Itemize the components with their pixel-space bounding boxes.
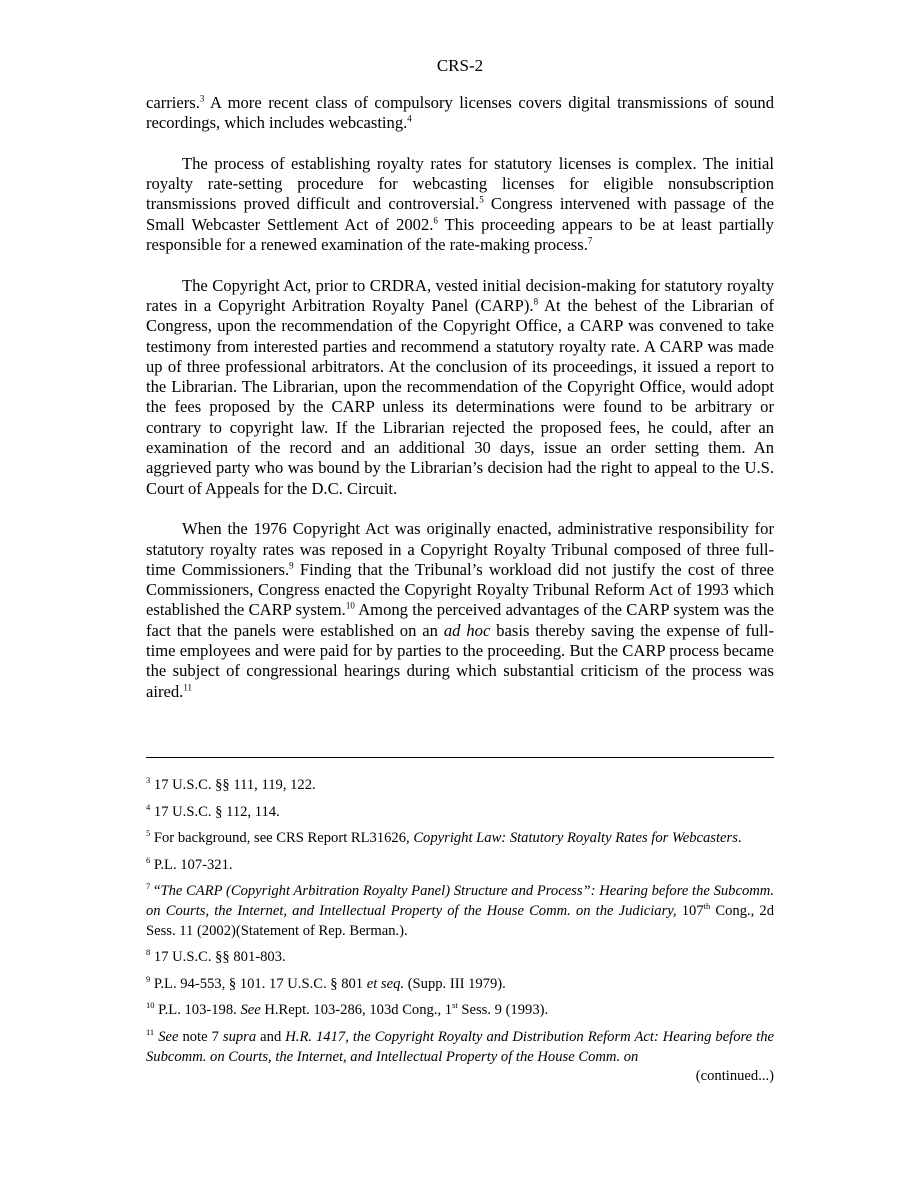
footnote-text: “ [150, 883, 161, 900]
footnote-text: P.L. 107-321. [150, 856, 233, 873]
footnote-ref[interactable]: 10 [345, 600, 355, 611]
text-run: The process of establishing royalty rates for statutory licenses is complex. The initial royalty rate-setting procedure for webcasting licenses for eligible nonsubscription transmissions proved difficult and controversial. [146, 153, 774, 214]
footnote-text: Cong., 2d Sess. 11 (2002)(Statement of Rep. Berman.). [146, 902, 775, 939]
body-text [146, 93, 774, 722]
continued-marker: (continued...) [695, 1068, 774, 1085]
footnote-5 [146, 829, 774, 849]
footnote-text: For background, see CRS Report RL31626, [150, 830, 414, 847]
footnote-text: H.Rept. 103-286, 103d Cong., 1 [260, 1002, 453, 1019]
footnote-ref[interactable]: 5 [479, 194, 484, 205]
ordinal-suffix: th [703, 901, 711, 912]
italic-term: ad hoc [443, 620, 491, 640]
page-header: CRS-2 [436, 56, 484, 75]
footnote-ref[interactable]: 11 [183, 682, 192, 693]
footnote-number: 8 [146, 947, 151, 958]
footnote-ref[interactable]: 3 [199, 93, 205, 104]
footnotes [146, 776, 774, 1087]
footnote-4 [146, 803, 774, 823]
footnote-text: P.L. 94-553, § 101. 17 U.S.C. § 801 [150, 975, 367, 992]
footnote-ref[interactable]: 6 [433, 215, 438, 226]
footnote-text: Sess. 9 (1993). [457, 1002, 549, 1019]
footnote-3 [146, 776, 774, 796]
footnote-text: and [256, 1028, 286, 1045]
text-run: At the behest of the Librarian of Congress, upon the recommendation of the Copyright Office, a CARP was convened to take testimony from interested parties and recommend a statutory royalty rate. A CARP was made up of three professional arbitrators. At the conclusion of its proceedings, it issued a report to the Librarian. The Librarian, upon the recommendation of the Copyright Office, would adopt the fees proposed by the CARP unless its determinations were found to be arbitrary or contrary to copyright law. If the Librarian rejected the proposed fees, he could, after an examination of the record and an additional 30 days, issue an order setting them. An aggrieved party who was bound by the Librarian’s decision had the right to appeal to the U.S. Court of Appeals for the D.C. Circuit. [146, 295, 774, 498]
footnote-7 [146, 882, 774, 941]
footnote-number: 4 [146, 801, 151, 812]
footnote-10 [146, 1001, 774, 1021]
footnote-text: . [737, 830, 742, 847]
paragraph-1 [146, 93, 774, 134]
footnote-number: 9 [146, 973, 151, 984]
footnote-italic: et seq. [366, 975, 405, 992]
footnote-9 [146, 975, 774, 995]
footnote-ref[interactable]: 7 [587, 235, 593, 246]
footnote-6 [146, 856, 774, 876]
text-run: Among the perceived advantages of the CARP system was the fact that the panels were established on an [146, 600, 774, 640]
footnote-separator [146, 757, 774, 758]
footnote-italic: The CARP (Copyright Arbitration Royalty Panel) Structure and Process”: Hearing before the Subcomm. on Courts, the Internet, and Intellectual Property of the House Comm. on the Judiciary, [146, 883, 774, 919]
footnote-text: 17 U.S.C. § 112, 114. [150, 803, 280, 820]
footnote-ref[interactable]: 4 [407, 113, 412, 124]
paragraph-4 [146, 519, 774, 702]
footnote-italic: H.R. 1417, the Copyright Royalty and Distribution Reform Act: Hearing before the Subcomm. on Courts, the Internet, and Intellectual Property of the House Comm. on [146, 1028, 774, 1065]
text-run: This proceeding appears to be at least partially responsible for a renewed examination of the rate-making process. [146, 214, 774, 255]
text-run: basis thereby saving the expense of full-time employees and were paid for by parties to the proceeding. But the CARP process became the subject of congressional hearings during which substantial criticism of the process was aired. [146, 620, 775, 701]
footnote-ref[interactable]: 9 [289, 560, 294, 571]
text-run: carriers. [146, 93, 200, 112]
footnote-text: 17 U.S.C. §§ 801-803. [150, 949, 286, 966]
footnote-text: 107 [676, 902, 704, 919]
footnote-ref[interactable]: 8 [533, 296, 539, 307]
text-run: Finding that the Tribunal’s workload did not justify the cost of three Commissioners, Congress enacted the Copyright Royalty Tribunal Reform Act of 1993 which established the CARP system. [146, 559, 775, 620]
paragraph-2 [146, 154, 774, 255]
footnote-number: 5 [146, 828, 151, 839]
footnote-11 [146, 1028, 774, 1067]
footnote-text: (Supp. III 1979). [404, 975, 506, 992]
footnote-italic: supra [222, 1028, 257, 1045]
text-run: The Copyright Act, prior to CRDRA, vested initial decision-making for statutory royalty rates in a Copyright Arbitration Royalty Panel (CARP). [146, 275, 774, 315]
footnote-number: 7 [146, 881, 151, 892]
footnote-italic: See [154, 1028, 179, 1045]
footnote-number: 11 [146, 1027, 155, 1038]
text-run: A more recent class of compulsory licenses covers digital transmissions of sound recordings, which includes webcasting. [146, 93, 774, 133]
ordinal-suffix: st [452, 1000, 458, 1011]
footnote-text: note 7 [178, 1028, 223, 1045]
footnote-italic: See [240, 1002, 261, 1019]
paragraph-3 [146, 276, 774, 499]
text-run: When the 1976 Copyright Act was originally enacted, administrative responsibility for statutory royalty rates was reposed in a Copyright Royalty Tribunal composed of three full-time Commissioners. [146, 519, 774, 579]
text-run: Congress intervened with passage of the Small Webcaster Settlement Act of 2002. [146, 194, 774, 234]
footnote-number: 10 [146, 1000, 155, 1011]
footnote-text: P.L. 103-198. [154, 1002, 241, 1019]
footnote-text: 17 U.S.C. §§ 111, 119, 122. [150, 777, 316, 793]
footnote-number: 6 [146, 854, 151, 865]
footnote-8 [146, 948, 774, 968]
footnote-italic: Copyright Law: Statutory Royalty Rates for Webcasters [413, 830, 738, 847]
footnote-number: 3 [146, 775, 151, 786]
